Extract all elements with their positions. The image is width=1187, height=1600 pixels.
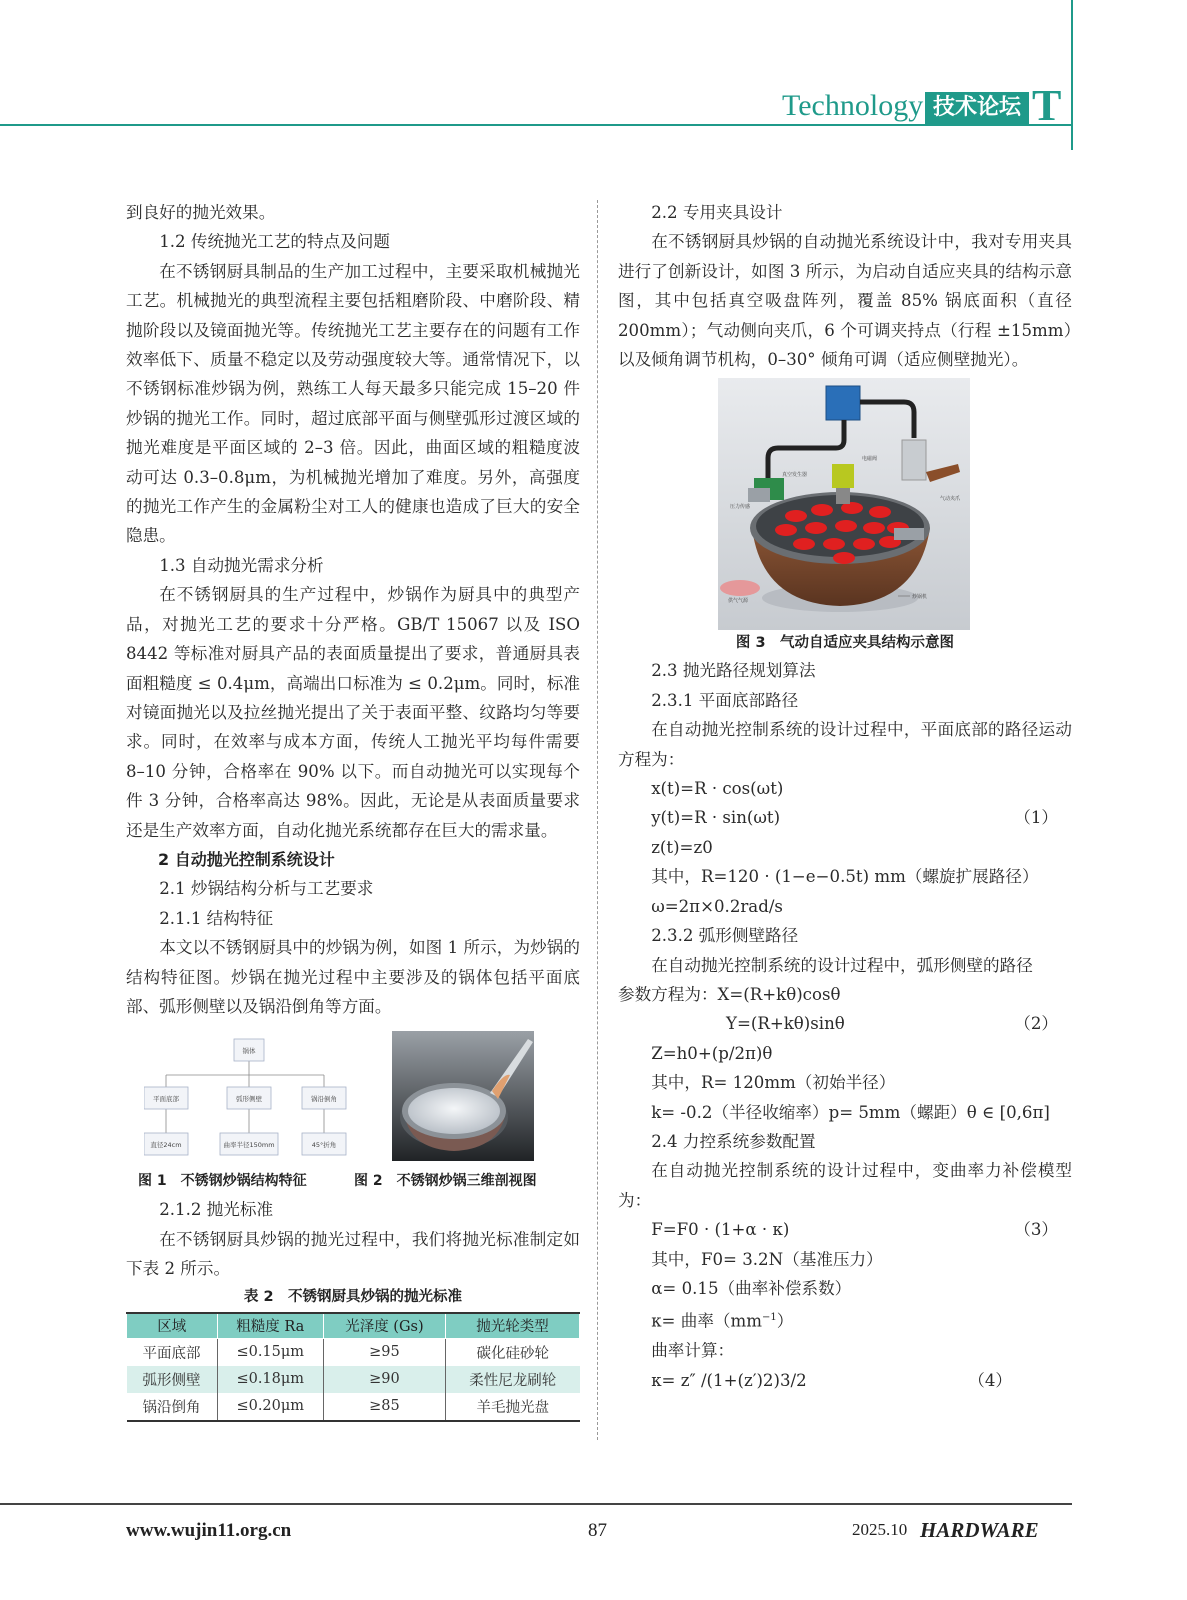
equation-text: F=F0 · (1+α · κ) (651, 1220, 790, 1240)
table-row (127, 1393, 580, 1421)
polishing-standard-table (126, 1312, 580, 1422)
table-row (127, 1366, 580, 1393)
equation-2-params: k= -0.2（半径收缩率）p= 5mm（螺距）θ ∈ [0,6π] (651, 1102, 1050, 1122)
equation-1-z (618, 833, 1072, 862)
equation-3-where: 其中，F0= 3.2N（基准压力） (651, 1249, 883, 1269)
table-header: 光泽度 (Gs) (323, 1313, 445, 1339)
equation-4 (618, 1366, 1072, 1395)
fig1-node-bottom: 平面底部 (153, 1095, 179, 1104)
fig3-label-valve: 电磁阀 (862, 456, 878, 463)
section-heading-2-3: 2.3 抛光路径规划算法 (651, 661, 816, 681)
figure-2-pan-render (392, 1031, 534, 1161)
equation-number: （4） (968, 1370, 1012, 1390)
header-rule (0, 124, 1072, 126)
equation-text: y(t)=R · sin(ωt) (651, 808, 781, 828)
equation-text: z(t)=z0 (651, 837, 713, 857)
table-header: 抛光轮类型 (445, 1313, 579, 1339)
figure-row-1-2 (126, 1031, 580, 1167)
figure-captions-1-2 (126, 1167, 580, 1195)
fig3-label-pressure: 压力传感 (730, 504, 751, 511)
section-heading-2-1: 2.1 炒锅结构分析与工艺要求 (159, 879, 374, 899)
equation-number: （1） (1014, 808, 1058, 828)
table-cell: ≤0.15μm (217, 1338, 323, 1366)
curvature-label: 曲率计算： (651, 1341, 735, 1361)
equation-text: x(t)=R · cos(ωt) (651, 779, 784, 799)
header-logo-letter: T (1032, 81, 1062, 130)
table-cell: 羊毛抛光盘 (445, 1393, 579, 1421)
table-row (127, 1338, 580, 1366)
section-heading-2-3-1: 2.3.1 平面底部路径 (651, 690, 799, 710)
table-cell: ≥90 (323, 1366, 445, 1393)
table-cell: ≥85 (323, 1393, 445, 1421)
left-column (126, 198, 580, 1422)
fig1-leaf-angle: 45°折角 (311, 1141, 337, 1150)
column-divider (597, 200, 598, 1440)
equation-1-omega: ω=2π×0.2rad/s (651, 896, 783, 916)
paragraph: 本文以不锈钢厨具中的炒锅为例，如图 1 所示，为炒锅的结构特征图。炒锅在抛光过程中主要涉及的锅体包括平面底部、弧形侧壁以及锅沿倒角等方面。 (126, 938, 580, 1016)
equation-1-where: 其中，R=120 · (1−e−0.5t) mm（螺旋扩展路径） (651, 867, 1039, 887)
equation-text: κ= 曲率（mm (651, 1311, 762, 1331)
section-heading-2-1-1: 2.1.1 结构特征 (159, 908, 274, 928)
header-section-en: Technology (782, 89, 924, 122)
header-section-cn: 技术论坛 (925, 92, 1029, 124)
equation-text: κ= z″ /(1+(z′)2)3/2 (651, 1370, 807, 1390)
right-column (618, 198, 1072, 1395)
table-cell: 弧形侧壁 (127, 1366, 218, 1393)
page-number: 87 (588, 1520, 607, 1541)
section-heading-2-4: 2.4 力控系统参数配置 (651, 1131, 816, 1151)
equation-1-y (618, 803, 1072, 832)
paragraph: 在不锈钢厨具炒锅的自动抛光系统设计中，我对专用夹具进行了创新设计，如图 3 所示，为启动自适应夹具的结构示意图，其中包括真空吸盘阵列，覆盖 85% 锅底面积（直径 200mm）；气动侧向夹爪，6 个可调夹持点（行程 ±15mm）以及倾角调节机构，0–30° 倾角可调（适应侧壁抛光）。 (618, 232, 1072, 370)
equation-text: ） (776, 1311, 794, 1331)
equation-text: Y=(R+kθ)sinθ (726, 1014, 845, 1034)
paragraph: 在不锈钢厨具制品的生产加工过程中，主要采取机械抛光工艺。机械抛光的典型流程主要包括粗磨阶段、中磨阶段、精抛阶段以及镜面抛光等。传统抛光工艺主要存在的问题有工作效率低下、质量不稳定以及劳动强度较大等。通常情况下，以不锈钢标准炒锅为例，熟练工人每天最多只能完成 15–20 件炒锅的抛光工作。同时，超过底部平面与侧壁弧形过渡区域的抛光难度是平面区域的 2–3 倍。因此，曲面区域的粗糙度波动可达 0.3–0.8μm，为机械抛光增加了难度。另外，高强度的抛光工作产生的金属粉尘对工人的健康也造成了巨大的安全隐患。 (126, 261, 580, 546)
equation-2-y (618, 1009, 1072, 1038)
section-heading-2-1-2: 2.1.2 抛光标准 (159, 1200, 274, 1220)
figure-1-structure-diagram (144, 1035, 354, 1163)
section-heading-2: 2 自动抛光控制系统设计 (158, 849, 335, 869)
table-cell: 柔性尼龙刷轮 (445, 1366, 579, 1393)
equation-3-alpha: α= 0.15（曲率补偿系数） (651, 1278, 852, 1298)
equation-number: （3） (1014, 1220, 1058, 1240)
section-heading-1-2: 1.2 传统抛光工艺的特点及问题 (159, 232, 390, 252)
table-header: 区域 (127, 1313, 218, 1339)
figure-2-caption: 图 2 不锈钢炒锅三维剖视图 (354, 1173, 537, 1190)
equation-superscript: −1 (762, 1312, 777, 1324)
fig1-leaf-radius: 曲率半径150mm (223, 1141, 275, 1150)
paragraph: 在不锈钢厨具炒锅的抛光过程中，我们将抛光标准制定如下表 2 所示。 (126, 1229, 580, 1279)
table-header: 粗糙度 Ra (217, 1313, 323, 1339)
equation-3 (618, 1215, 1072, 1244)
fig3-label-side: 气动夹爪 (940, 496, 961, 503)
equation-3-kappa (618, 1303, 1072, 1336)
equation-2-x: 参数方程为：X=(R+kθ)cosθ (618, 984, 841, 1004)
fig1-node-side: 弧形侧壁 (236, 1095, 262, 1104)
equation-number: （2） (1014, 1014, 1058, 1034)
equation-1-x (618, 774, 1072, 803)
magazine-name: HARDWARE (920, 1518, 1039, 1542)
table-2-caption: 表 2 不锈钢厨具炒锅的抛光标准 (243, 1288, 463, 1305)
figure-3-fixture-diagram (718, 378, 970, 630)
paragraph: 在自动抛光控制系统的设计过程中，平面底部的路径运动方程为： (618, 720, 1072, 769)
issue-date: 2025.10 (852, 1520, 908, 1539)
section-heading-1-3: 1.3 自动抛光需求分析 (159, 555, 324, 575)
section-heading-2-2: 2.2 专用夹具设计 (651, 203, 783, 222)
equation-2-z: Z=h0+(p/2π)θ (651, 1043, 773, 1063)
fig1-node-root: 锅体 (242, 1047, 256, 1056)
section-heading-2-3-2: 2.3.2 弧形侧壁路径 (651, 926, 799, 946)
paragraph: 在自动抛光控制系统的设计过程中，弧形侧壁的路径 (651, 955, 1033, 975)
table-cell: ≤0.20μm (217, 1393, 323, 1421)
table-cell: 平面底部 (142, 1345, 201, 1362)
footer-url: www.wujin11.org.cn (126, 1520, 292, 1541)
fig3-label-pan: 炒锅机 (912, 594, 928, 601)
paragraph: 在自动抛光控制系统的设计过程中，变曲率力补偿模型为： (618, 1161, 1072, 1210)
table-cell: ≤0.18μm (217, 1366, 323, 1393)
paragraph: 在不锈钢厨具的生产过程中，炒锅作为厨具中的典型产品，对抛光工艺的要求十分严格。GB/T 15067 以及 ISO 8442 等标准对厨具产品的表面质量提出了要求，普通厨具表面粗糙度 ≤ 0.4μm，高端出口标准为 ≤ 0.2μm。同时，标准对镜面抛光以及拉丝抛光提出了关于表面平整、纹路均匀等要求。同时，在效率与成本方面，传统人工抛光平均每件需要 8–10 分钟，合格率在 90% 以下。而自动抛光可以实现每个件 3 分钟，合格率高达 98%。因此，无论是从表面质量要求还是生产效率方面，自动化抛光系统都存在巨大的需求量。 (126, 585, 580, 840)
footer-rule (0, 1503, 1072, 1505)
table-cell: 碳化硅砂轮 (445, 1338, 579, 1366)
equation-2-where: 其中，R= 120mm（初始半径） (651, 1073, 896, 1093)
header-vertical-rule (1071, 0, 1073, 150)
fig3-label-air: 供气气源 (728, 598, 749, 605)
figure-3-caption: 图 3 气动自适应夹具结构示意图 (735, 635, 955, 652)
table-cell: ≥95 (323, 1338, 445, 1366)
fig3-label-vacuum: 真空发生器 (782, 472, 808, 479)
fig1-leaf-diameter: 直径24cm (150, 1141, 182, 1150)
fig1-node-rim: 锅沿倒角 (311, 1095, 337, 1104)
figure-1-caption: 图 1 不锈钢炒锅结构特征 (138, 1173, 307, 1190)
paragraph: 到良好的抛光效果。 (126, 203, 276, 222)
table-cell: 锅沿倒角 (127, 1393, 218, 1421)
